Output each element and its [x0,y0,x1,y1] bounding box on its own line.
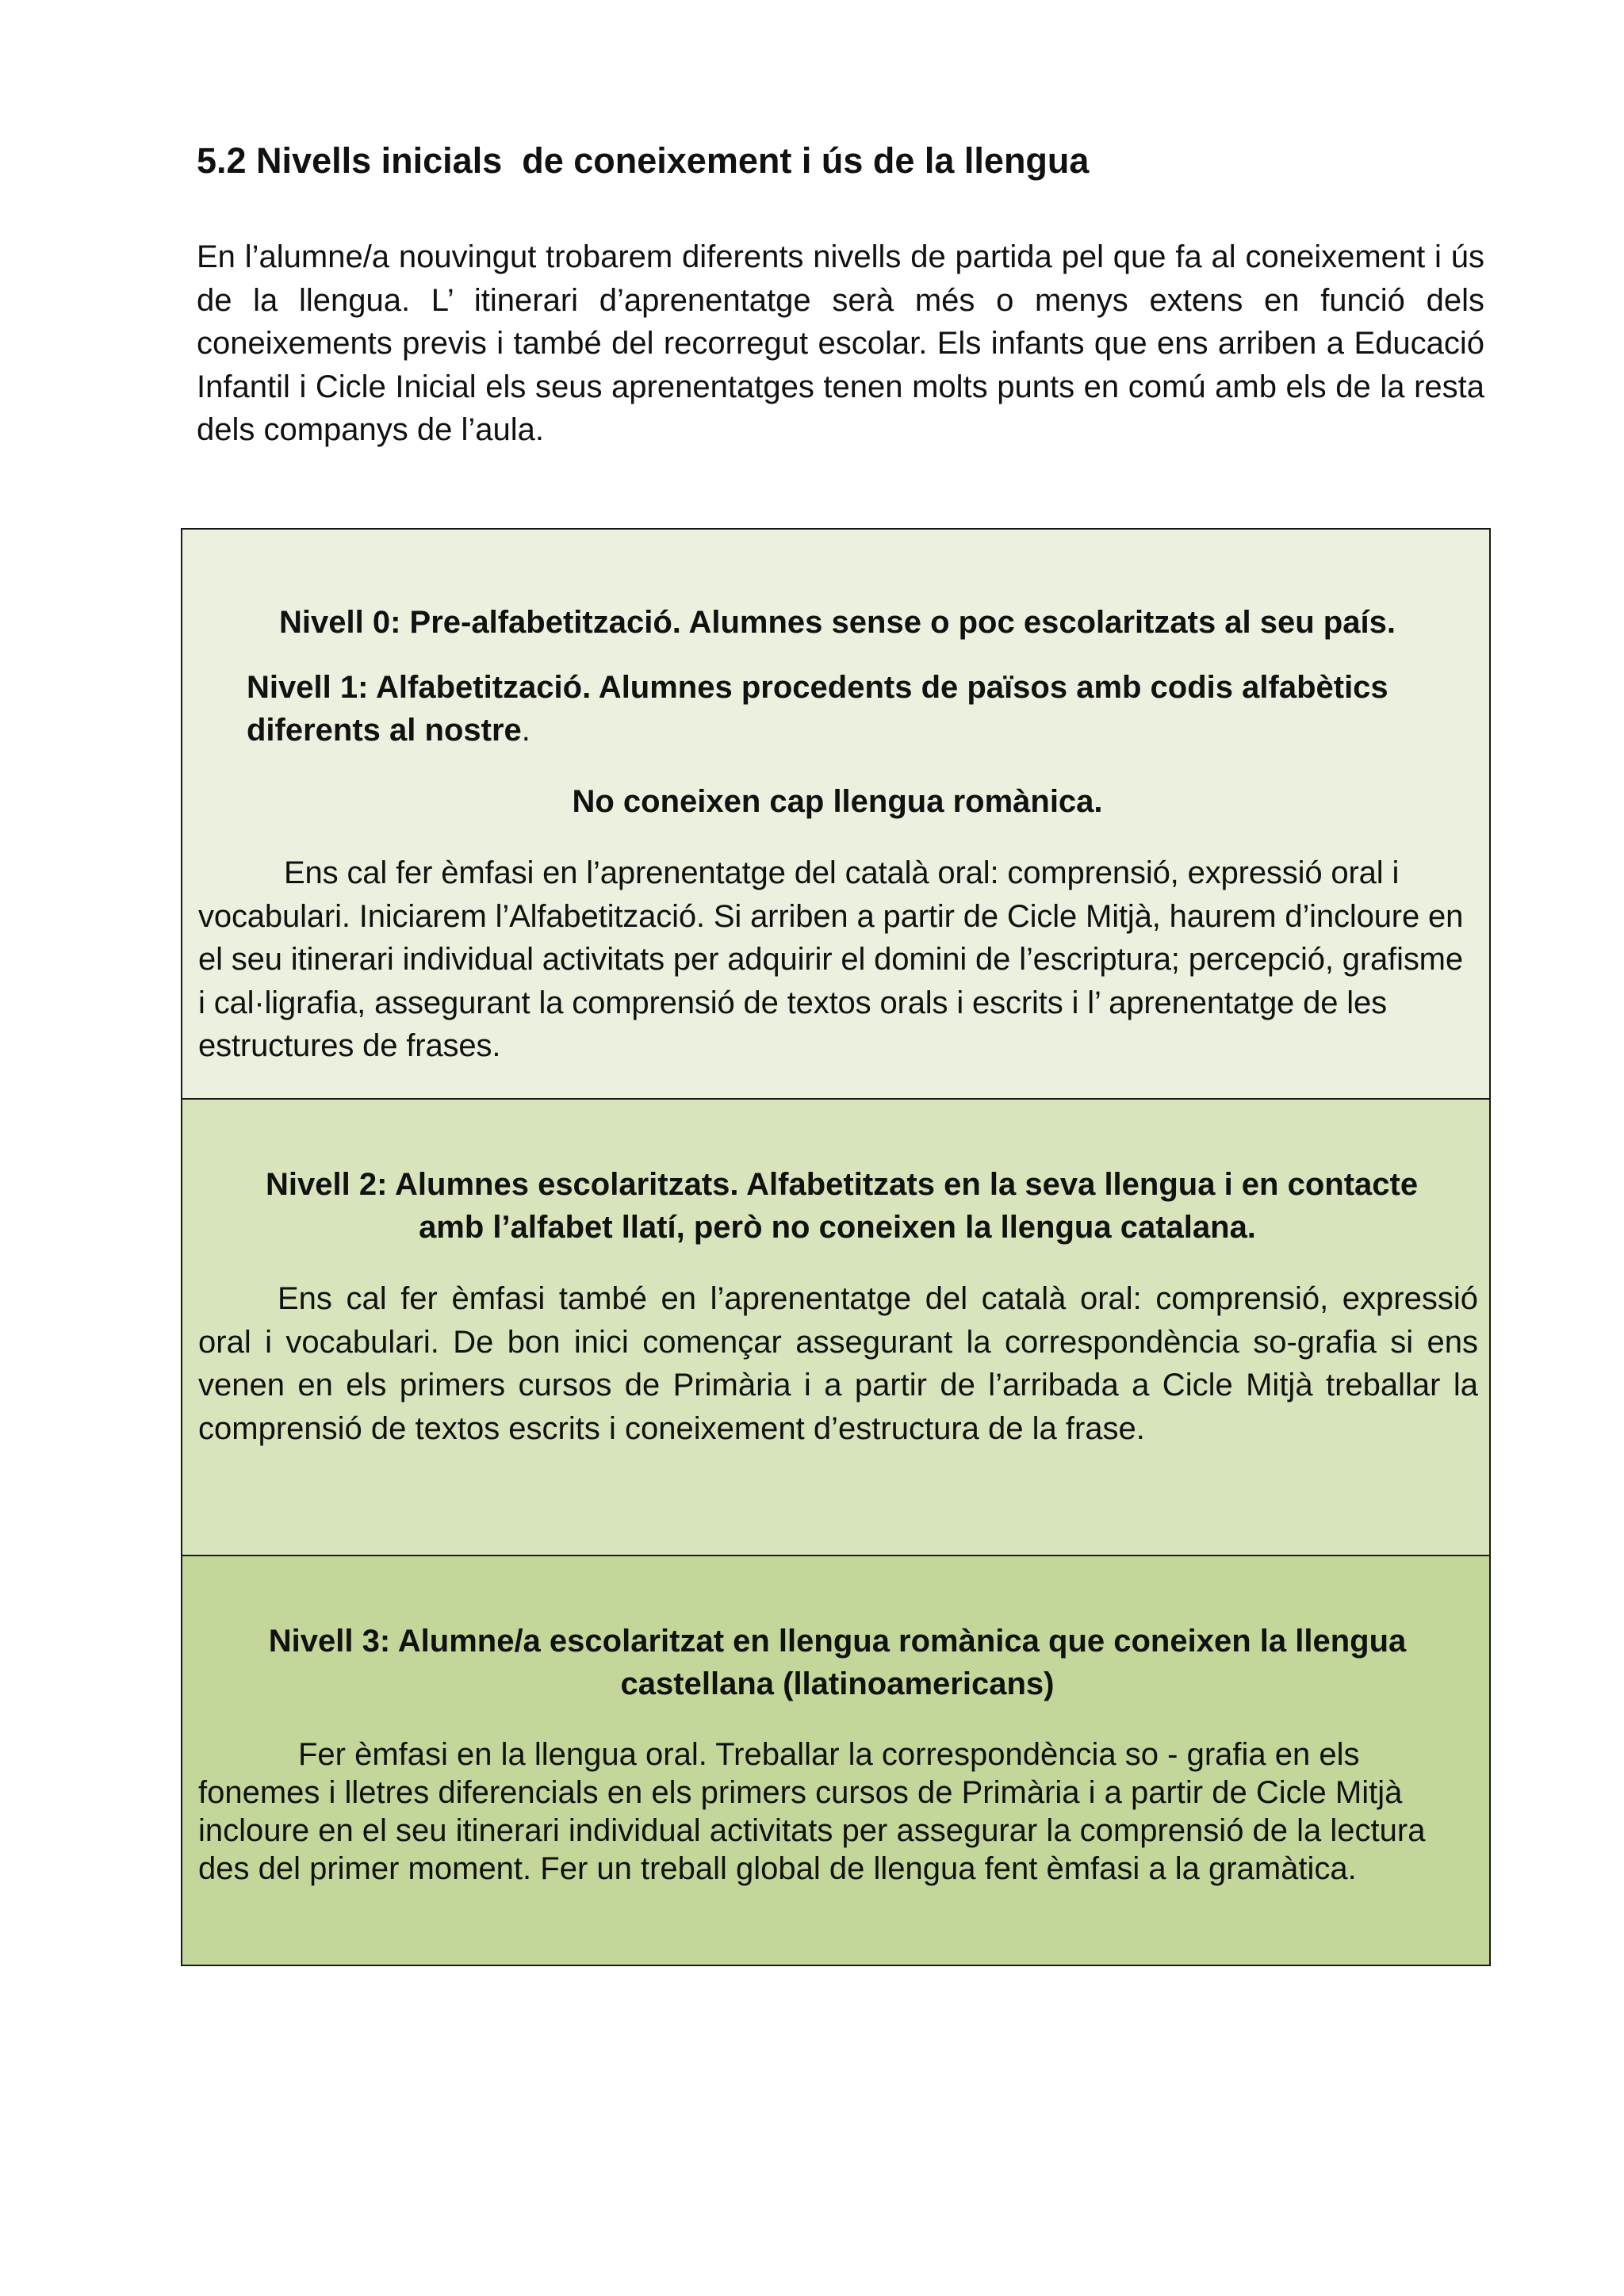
level-3-heading-line2: castellana (llatinoamericans) [620,1667,1055,1701]
level-3-box [182,1556,1489,1965]
level-1-subheading: No coneixen cap llengua romànica. [572,784,1103,819]
level-1-heading-text: Nivell 1: Alfabetització. Alumnes procedents de països amb codis alfabètics diferents al nostre [247,670,1388,748]
level-1-heading-end: . [521,713,530,748]
level-1-heading [247,666,1484,752]
levels-table [181,528,1491,1966]
level-2-heading-line2: amb l’alfabet llatí, però no coneixen la llengua catalana. [419,1210,1256,1245]
level-2-description: Ens cal fer èmfasi també en l’aprenentatge del català oral: comprensió, expressió oral i vocabulari. De bon inici començar assegurant la correspondència so-grafia si ens venen en els primers cursos de Primària i a partir de l’arribada a Cicle Mitjà treballar la comprensió de textos escrits i coneixement d’estructura de la frase. [198,1281,1478,1446]
page-title: 5.2 Nivells inicials de coneixement i ús de la llengua [197,140,1090,181]
level-0-heading: Nivell 0: Pre-alfabetització. Alumnes sense o poc escolaritzats al seu país. [279,605,1396,640]
level-3-description: Fer èmfasi en la llengua oral. Treballar la correspondència so - grafia en els fonemes i lletres diferencials en els primers cursos de Primària i a partir de Cicle Mitjà incloure en el seu itinerari individual activitats per assegurar la comprensió de la lectura des del primer moment. Fer un treball global de llengua fent èmfasi a la gramàtica. [198,1737,1426,1886]
level-2-heading-line1: Nivell 2: Alumnes escolaritzats. Alfabetitzats en la seva llengua i en contacte [266,1167,1419,1202]
intro-paragraph: En l’alumne/a nouvingut trobarem diferents nivells de partida pel que fa al coneixement i ús de la llengua. L’ itinerari d’aprenentatge serà més o menys extens en funció dels coneixements previs i també del recorregut escolar. Els infants que ens arriben a Educació Infantil i Cicle Inicial els seus aprenentatges tenen molts punts en comú amb els de la resta dels companys de l’aula. [197,239,1484,447]
level-0-1-box [182,530,1489,1100]
level-3-heading-line1: Nivell 3: Alumne/a escolaritzat en llengua romànica que coneixen la llengua [268,1624,1407,1659]
level-1-description: Ens cal fer èmfasi en l’aprenentatge del català oral: comprensió, expressió oral i vocabulari. Iniciarem l’Alfabetització. Si arriben a partir de Cicle Mitjà, haurem d’incloure en el seu itinerari individual activitats per adquirir el domini de l’escriptura; percepció, grafisme i cal·ligrafia, assegurant la comprensió de textos orals i escrits i l’ aprenentatge de les estructures de frases. [198,855,1464,1063]
level-2-box [182,1100,1489,1556]
